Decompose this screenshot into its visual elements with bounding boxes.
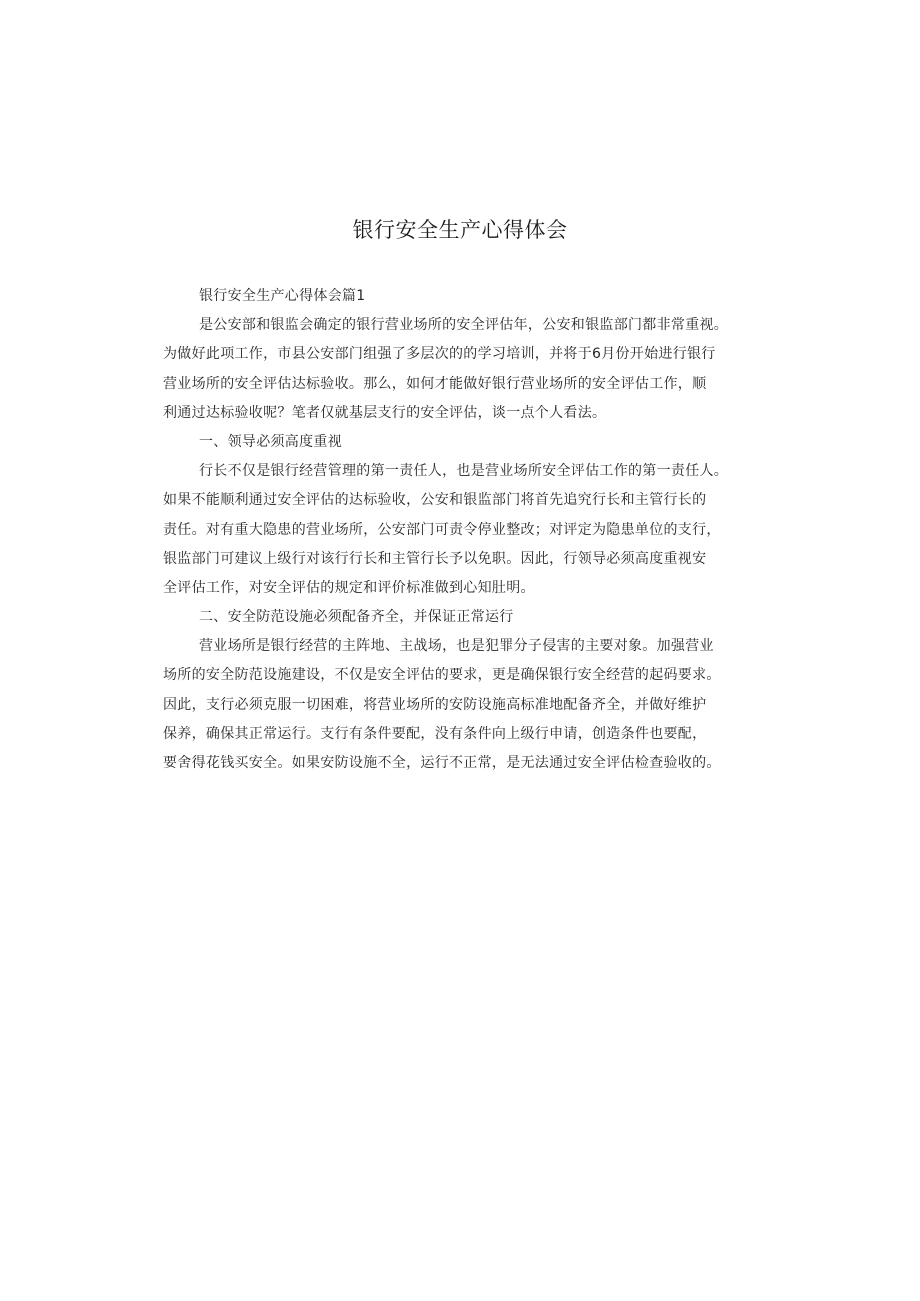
paragraph-line: 行长不仅是银行经营管理的第一责任人，也是营业场所安全评估工作的第一责任人。 — [199, 463, 729, 480]
paragraph-line: 利通过达标验收呢？笔者仅就基层支行的安全评估，谈一点个人看法。 — [163, 404, 607, 421]
section-heading: 一、领导必须高度重视 — [199, 433, 342, 450]
paragraph-line: 营业场所的安全评估达标验收。那么，如何才能做好银行营业场所的安全评估工作，顺 — [163, 375, 707, 392]
paragraph-line: 是公安部和银监会确定的银行营业场所的安全评估年，公安和银监部门都非常重视。 — [199, 317, 729, 334]
paragraph-line: 要舍得花钱买安全。如果安防设施不全，运行不正常，是无法通过安全评估检查验收的。 — [163, 755, 721, 771]
section-heading: 二、安全防范设施必须配备齐全，并保证正常运行 — [199, 609, 514, 626]
paragraph-line: 如果不能顺利通过安全评估的达标验收，公安和银监部门将首先追究行长和主管行长的 — [163, 492, 707, 509]
paragraph-line: 银监部门可建议上级行对该行行长和主管行长予以免职。因此，行领导必须高度重视安 — [163, 550, 707, 567]
section-heading: 银行安全生产心得体会篇1 — [199, 288, 366, 304]
paragraph-line: 因此，支行必须克服一切困难，将营业场所的安防设施高标准地配备齐全，并做好维护 — [163, 696, 707, 713]
paragraph-line: 全评估工作，对安全评估的规定和评价标准做到心知肚明。 — [163, 579, 535, 596]
paragraph-line: 保养，确保其正常运行。支行有条件要配，没有条件向上级行申请，创造条件也要配， — [163, 725, 707, 742]
page-title: 银行安全生产心得体会 — [352, 218, 568, 242]
paragraph-line: 责任。对有重大隐患的营业场所，公安部门可责令停业整改；对评定为隐患单位的支行， — [163, 521, 721, 538]
document-body — [163, 282, 763, 778]
paragraph-line: 场所的安全防范设施建设，不仅是安全评估的要求，更是确保银行安全经营的起码要求。 — [163, 667, 721, 684]
paragraph-line: 营业场所是银行经营的主阵地、主战场，也是犯罪分子侵害的主要对象。加强营业 — [199, 638, 714, 655]
paragraph-line: 为做好此项工作，市县公安部门组强了多层次的的学习培训，并将于6月份开始进行银行 — [163, 346, 716, 363]
